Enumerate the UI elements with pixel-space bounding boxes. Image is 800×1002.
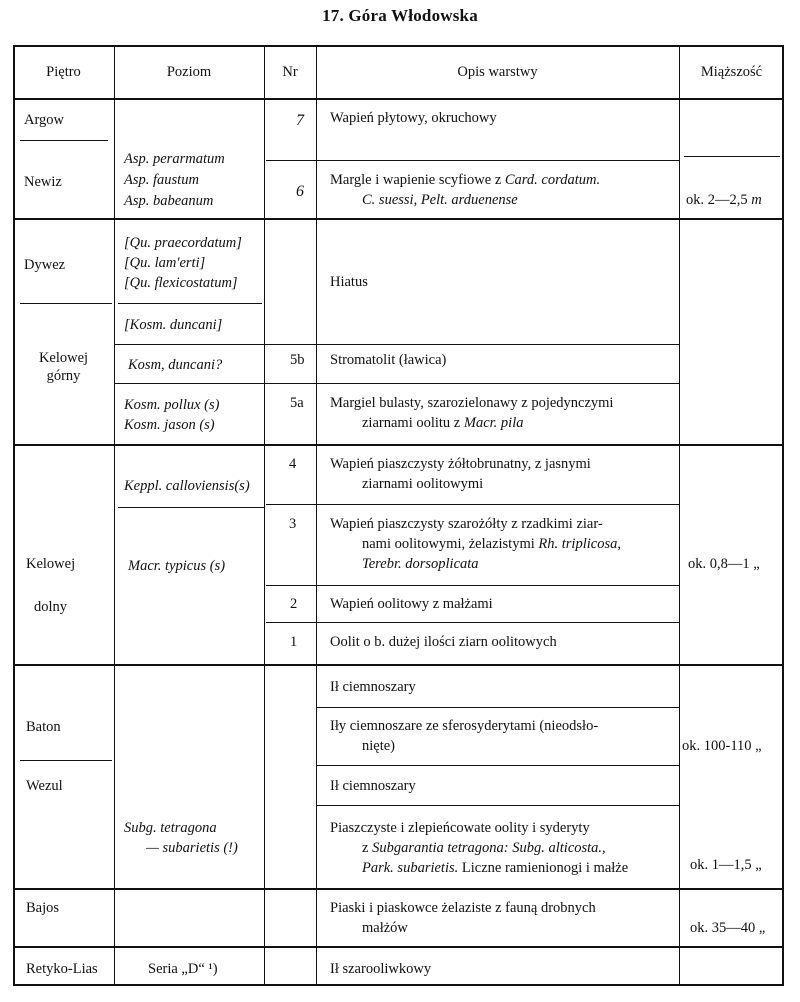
thickness-2: ok. 0,8—1 „ [688, 556, 760, 572]
row-separator [13, 664, 784, 666]
level-kosm-pollux: Kosm. pollux (s) [124, 397, 220, 413]
desc-1: Oolit o b. dużej ilości ziarn oolitowych [330, 634, 557, 650]
row-separator [13, 888, 784, 890]
kel-g-sep-mid [114, 383, 680, 384]
desc-5a-line1: Margiel bulasty, szarozielonawy z pojedynczymi [330, 395, 614, 411]
il-sep-3 [316, 805, 679, 806]
nr-4: 4 [289, 456, 297, 472]
level-asp-perarmatum: Asp. perarmatum [124, 151, 225, 167]
kel-g-sep-top [114, 344, 680, 345]
header-thickness: Miąższość [700, 64, 763, 80]
stage-kelowej-gorny-1: Kelowej [38, 350, 89, 366]
level-subg-tetragona: Subg. tetragona [124, 820, 217, 836]
thickness-3: ok. 100-110 „ [682, 738, 762, 754]
nr-5a: 5a [290, 395, 304, 411]
il-sep-1 [316, 707, 679, 708]
thickness-1-value: ok. 2—2,5 [686, 192, 748, 208]
level-qu-praecordatum: [Qu. praecordatum] [124, 235, 242, 251]
level-macr-typicus: Macr. typicus (s) [128, 558, 226, 574]
nr-sep-7-6 [266, 160, 316, 161]
level-seria-d: Seria „D“ ¹) [148, 961, 218, 977]
argow-sep [20, 140, 108, 141]
stage-argow: Argow [24, 112, 65, 128]
desc-p-line3 [362, 858, 628, 879]
desc-5b: Stromatolit (ławica) [330, 352, 447, 368]
thickness-4: ok. 1—1,5 „ [690, 857, 762, 873]
keppl-sep [118, 507, 264, 508]
desc-piaski-line2: małżów [362, 920, 408, 936]
desc-ily-line2: nięte) [362, 738, 396, 754]
desc-2: Wapień oolitowy z małżami [330, 596, 493, 612]
desc-6-taxon-3: Pelt. arduenense [420, 192, 518, 208]
nr-7: 7 [296, 112, 304, 129]
desc-6-taxon-2: C. suessi [362, 192, 414, 208]
row-separator [13, 946, 784, 948]
header-desc: Opis warstwy [457, 64, 538, 80]
desc-piaski-line1: Piaski i piaskowce żelaziste z fauną drobnych [330, 900, 596, 916]
nr-5b: 5b [290, 352, 305, 368]
desc-3-text: nami oolitowymi, żelazistymi [362, 536, 535, 552]
desc-p-line2 [362, 838, 606, 859]
desc-3-line1: Wapień piaszczysty szarożółty z rzadkimi ziar- [330, 516, 603, 532]
desc-il-1: Ił ciemnoszary [330, 679, 416, 695]
desc-3-taxon: Rh. triplicosa, [538, 536, 621, 552]
header-bottom-line [13, 98, 784, 100]
desc-5a-line2 [362, 413, 523, 434]
level-qu-flexicostatum: [Qu. flexicostatum] [124, 275, 238, 291]
desc-il-2: Ił ciemnoszary [330, 778, 416, 794]
header-level: Poziom [166, 64, 212, 80]
col-divider-4 [679, 45, 680, 985]
stage-kelowej-gorny-2: górny [46, 368, 81, 384]
desc-p-taxon-2: Park. subarietis. [362, 860, 459, 876]
level-qu-lamerti: [Qu. lam'erti] [124, 255, 206, 271]
stage-baton: Baton [26, 719, 61, 735]
desc-6-line1 [330, 170, 600, 191]
row-separator [13, 218, 784, 220]
desc-p-taxon: Subgarantia tetragona: Subg. alticosta., [372, 840, 606, 856]
nr-6: 6 [296, 183, 304, 200]
desc-p-text-2: Liczne ramienionogi i małże [461, 860, 629, 876]
nr3-sep [266, 585, 679, 586]
desc-6-line2 [362, 190, 518, 211]
level-keppl-calloviensis: Keppl. calloviensis(s) [124, 478, 250, 494]
desc-p-line1: Piaszczyste i zlepieńcowate oolity i syderyty [330, 820, 590, 836]
desc-ily-line1: Iły ciemnoszare ze sferosyderytami (nieodsło- [330, 718, 599, 734]
thickness-1 [686, 190, 762, 211]
col-divider-2 [264, 45, 265, 985]
baton-sep [20, 760, 112, 761]
desc-szarooliwkowy: Ił szarooliwkowy [330, 961, 432, 977]
desc-3-line3: Terebr. dorsoplicata [362, 556, 479, 572]
desc-5a-text: ziarnami oolitu z [362, 415, 461, 431]
desc-sep-7-6 [316, 160, 679, 161]
col-divider-3 [316, 45, 317, 985]
stage-retyko-lias: Retyko-Lias [26, 961, 98, 977]
nr-3: 3 [289, 516, 297, 532]
col-divider-1 [114, 45, 115, 985]
level-asp-faustum: Asp. faustum [124, 172, 199, 188]
header-stage: Piętro [46, 64, 81, 80]
level-kosm-duncani: Kosm, duncani? [128, 357, 223, 373]
stage-wezul: Wezul [26, 778, 63, 794]
stage-kelowej-dolny-2: dolny [34, 599, 68, 615]
desc-7: Wapień płytowy, okruchowy [330, 110, 497, 126]
thick-sep-top [684, 156, 780, 157]
stage-bajos: Bajos [26, 900, 60, 916]
stage-dywez: Dywez [24, 257, 66, 273]
level-kosm-jason: Kosm. jason (s) [124, 417, 215, 433]
thickness-5: ok. 35—40 „ [690, 920, 766, 936]
desc-6-comma: , [413, 192, 418, 208]
stage-kelowej-dolny-1: Kelowej [26, 556, 76, 572]
thickness-1-unit: m [751, 192, 762, 208]
desc-4-line1: Wapień piaszczysty żółtobrunatny, z jasnymi [330, 456, 591, 472]
desc-6-taxon: Card. cordatum. [504, 172, 601, 188]
desc-hiatus: Hiatus [330, 274, 368, 290]
il-sep-2 [316, 765, 679, 766]
nr2-sep [266, 622, 679, 623]
desc-4-line2: ziarnami oolitowymi [362, 476, 484, 492]
header-nr: Nr [282, 64, 298, 80]
desc-5a-taxon: Macr. pila [463, 415, 524, 431]
nr-2: 2 [290, 596, 298, 612]
page-title: 17. Góra Włodowska [322, 6, 478, 25]
dywez-sep [20, 303, 112, 304]
row-separator [13, 444, 784, 446]
qu-sep [118, 303, 262, 304]
stage-newiz: Newiz [24, 174, 62, 190]
level-asp-babeanum: Asp. babeanum [124, 193, 214, 209]
desc-6-text: Margle i wapienie scyfiowe z [330, 172, 502, 188]
level-kosm-duncani-bracket: [Kosm. duncani] [124, 317, 223, 333]
nr-1: 1 [290, 634, 298, 650]
nr4-sep [266, 504, 679, 505]
level-subarietis: — subarietis (!) [146, 840, 238, 856]
desc-p-text: z [362, 840, 369, 856]
desc-3-line2 [362, 534, 621, 555]
